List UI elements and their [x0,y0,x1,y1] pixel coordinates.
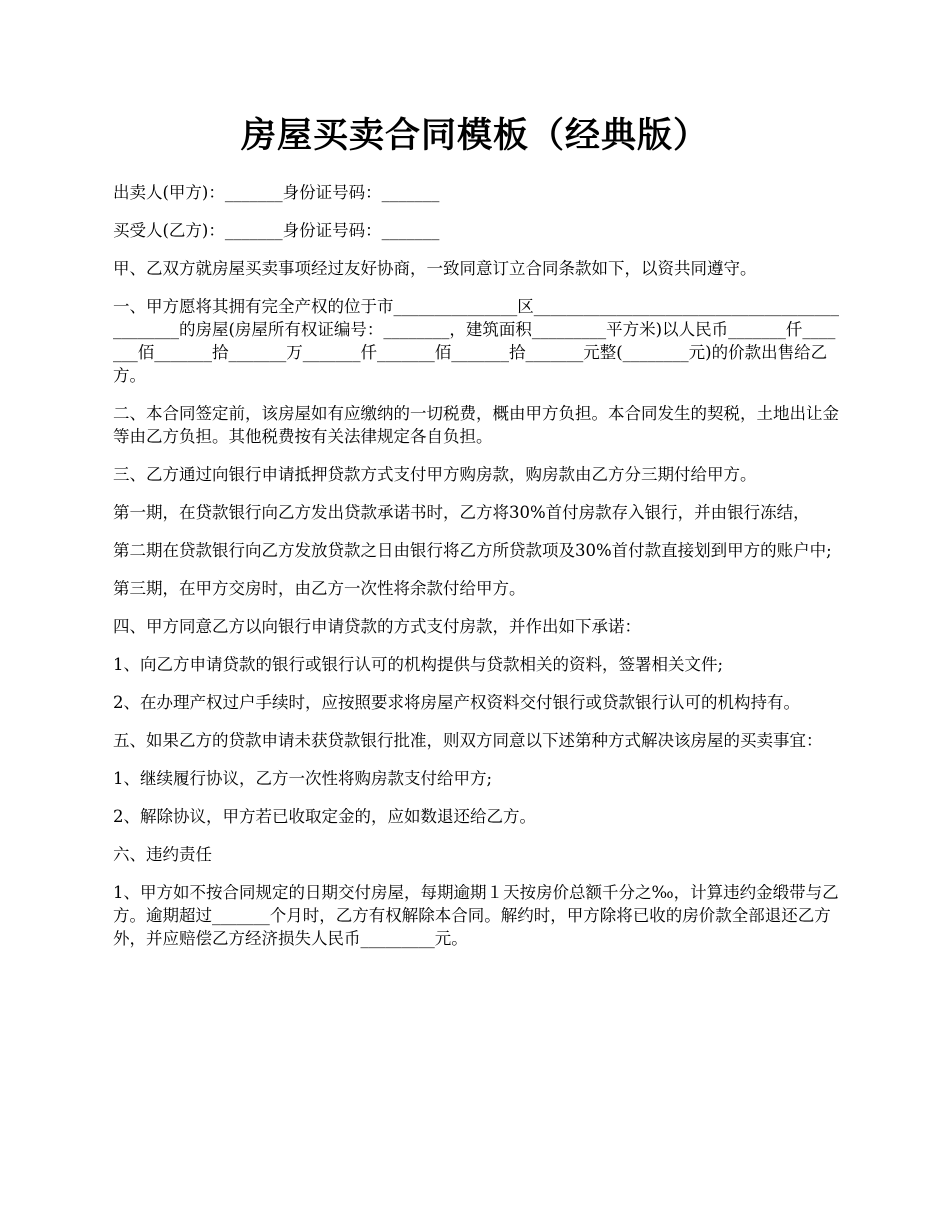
seller-line: 出卖人(甲方)：_______身份证号码：_______ [113,183,440,202]
clause-4-paragraph: 四、甲方同意乙方以向银行申请贷款的方式支付房款，并作出如下承诺： [113,617,641,636]
clause-3-paragraph: 三、乙方通过向银行申请抵押贷款方式支付甲方购房款，购房款由乙方分三期付给甲方。 [113,465,757,484]
payment-phase-2-paragraph: 第二期在贷款银行向乙方发放贷款之日由银行将乙方所贷款项及30%首付款直接划到甲方的账户中; [113,541,832,560]
clause-6-item-1-paragraph: 1、甲方如不按合同规定的日期交付房屋，每期逾期１天按房价总额千分之‰，计算违约金缎带与乙方。逾期超过_______个月时，乙方有权解除本合同。解约时，甲方除将已收的房价款全部退还乙方外，并应赔偿乙方经济损失人民币_________元。 [113,883,839,948]
clause-4-item-1-paragraph: 1、向乙方申请贷款的银行或银行认可的机构提供与贷款相关的资料，签署相关文件; [113,655,724,674]
clause-1-paragraph: 一、甲方愿将其拥有完全产权的位于市_______________区_____________________________________________的房屋(房屋所有权证编号：________，建筑面积_________平方米)以人民币_______仟_______佰_______拾_______万_______仟_______佰_______拾_______元整(________元)的价款出售给乙方。 [113,297,839,385]
payment-phase-3-paragraph: 第三期，在甲方交房时，由乙方一次性将余款付给甲方。 [113,579,526,598]
preamble-paragraph: 甲、乙双方就房屋买卖事项经过友好协商，一致同意订立合同条款如下，以资共同遵守。 [113,259,757,278]
document-title: 房屋买卖合同模板（经典版） [240,115,709,156]
payment-phase-1-paragraph: 第一期，在贷款银行向乙方发出贷款承诺书时，乙方将30%首付房款存入银行，并由银行冻结， [113,503,810,522]
clause-5-item-2-paragraph: 2、解除协议，甲方若已收取定金的，应如数退还给乙方。 [113,807,536,826]
clause-4-item-2-paragraph: 2、在办理产权过户手续时，应按照要求将房屋产权资料交付银行或贷款银行认可的机构持有。 [113,693,800,712]
document-body [113,181,841,965]
clause-6-heading: 六、违约责任 [113,845,212,864]
clause-2-paragraph: 二、本合同签定前，该房屋如有应缴纳的一切税费，概由甲方负担。本合同发生的契税，土地出让金等由乙方负担。其他税费按有关法律规定各自负担。 [113,404,839,446]
buyer-line: 买受人(乙方)：_______身份证号码：_______ [113,221,440,240]
clause-5-item-1-paragraph: 1、继续履行协议，乙方一次性将购房款支付给甲方; [113,769,493,788]
clause-5-paragraph: 五、如果乙方的贷款申请未获贷款银行批准，则双方同意以下述第种方式解决该房屋的买卖事宜： [113,731,823,750]
